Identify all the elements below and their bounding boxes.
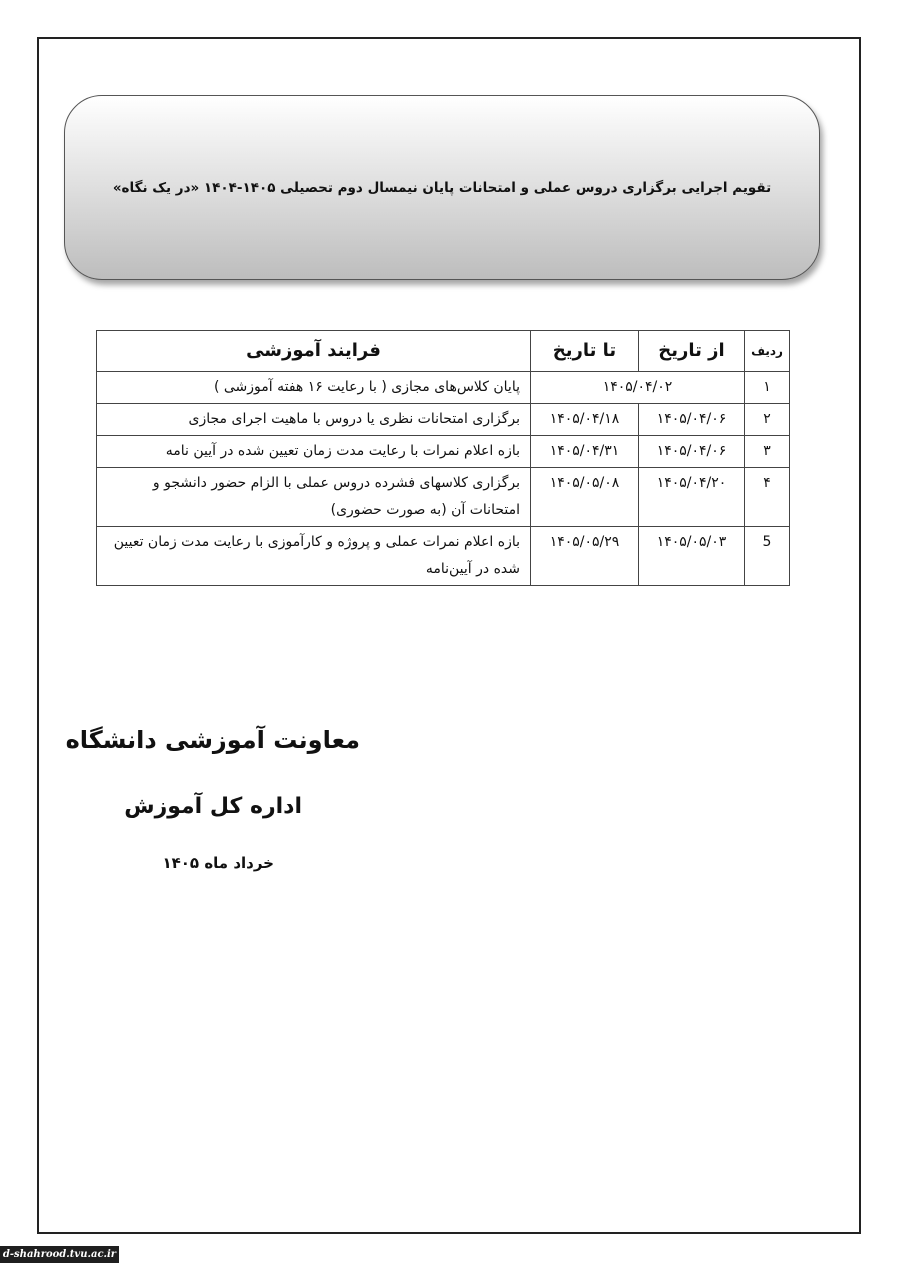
header-process: فرایند آموزشی — [97, 331, 531, 372]
row-process: بازه اعلام نمرات عملی و پروژه و کارآموزی با رعایت مدت زمان تعیین شده در آیین‌نامه — [97, 527, 531, 586]
row-to-date: ۱۴۰۵/۰۴/۱۸ — [531, 404, 639, 436]
schedule-table — [96, 330, 790, 586]
table-row — [97, 372, 790, 404]
row-date: ۱۴۰۵/۰۴/۰۲ — [531, 372, 745, 404]
row-number: 5 — [745, 527, 790, 586]
header-from-date: از تاریخ — [639, 331, 745, 372]
row-number: ۴ — [745, 468, 790, 527]
row-from-date: ۱۴۰۵/۰۴/۰۶ — [639, 404, 745, 436]
row-number: ۱ — [745, 372, 790, 404]
header-to-date: تا تاریخ — [531, 331, 639, 372]
title-banner — [64, 95, 820, 280]
site-watermark: d-shahrood.tvu.ac.ir — [0, 1246, 119, 1263]
table-row — [97, 468, 790, 527]
row-number: ۳ — [745, 436, 790, 468]
row-process: پایان کلاس‌های مجازی ( با رعایت ۱۶ هفته آموزشی ) — [97, 372, 531, 404]
signature-office: معاونت آموزشی دانشگاه — [65, 726, 360, 754]
row-number: ۲ — [745, 404, 790, 436]
table-row — [97, 527, 790, 586]
table-row — [97, 404, 790, 436]
table-header-row — [97, 331, 790, 372]
row-from-date: ۱۴۰۵/۰۴/۰۶ — [639, 436, 745, 468]
row-process: برگزاری امتحانات نظری یا دروس با ماهیت اجرای مجازی — [97, 404, 531, 436]
signature-department: اداره کل آموزش — [124, 794, 302, 819]
table-row — [97, 436, 790, 468]
row-from-date: ۱۴۰۵/۰۴/۲۰ — [639, 468, 745, 527]
row-to-date: ۱۴۰۵/۰۵/۰۸ — [531, 468, 639, 527]
document-title: تقویم اجرایی برگزاری دروس عملی و امتحانات پایان نیمسال دوم تحصیلی ۱۴۰۵-۱۴۰۴ «در یک نگاه» — [112, 179, 772, 196]
row-to-date: ۱۴۰۵/۰۵/۲۹ — [531, 527, 639, 586]
row-process: برگزاری کلاسهای فشرده دروس عملی با الزام حضور دانشجو و امتحانات آن (به صورت حضوری) — [97, 468, 531, 527]
row-from-date: ۱۴۰۵/۰۵/۰۳ — [639, 527, 745, 586]
row-to-date: ۱۴۰۵/۰۴/۳۱ — [531, 436, 639, 468]
signature-date: خرداد ماه ۱۴۰۵ — [162, 854, 274, 872]
header-row-number: ردیف — [745, 331, 790, 372]
row-process: بازه اعلام نمرات با رعایت مدت زمان تعیین شده در آیین نامه — [97, 436, 531, 468]
